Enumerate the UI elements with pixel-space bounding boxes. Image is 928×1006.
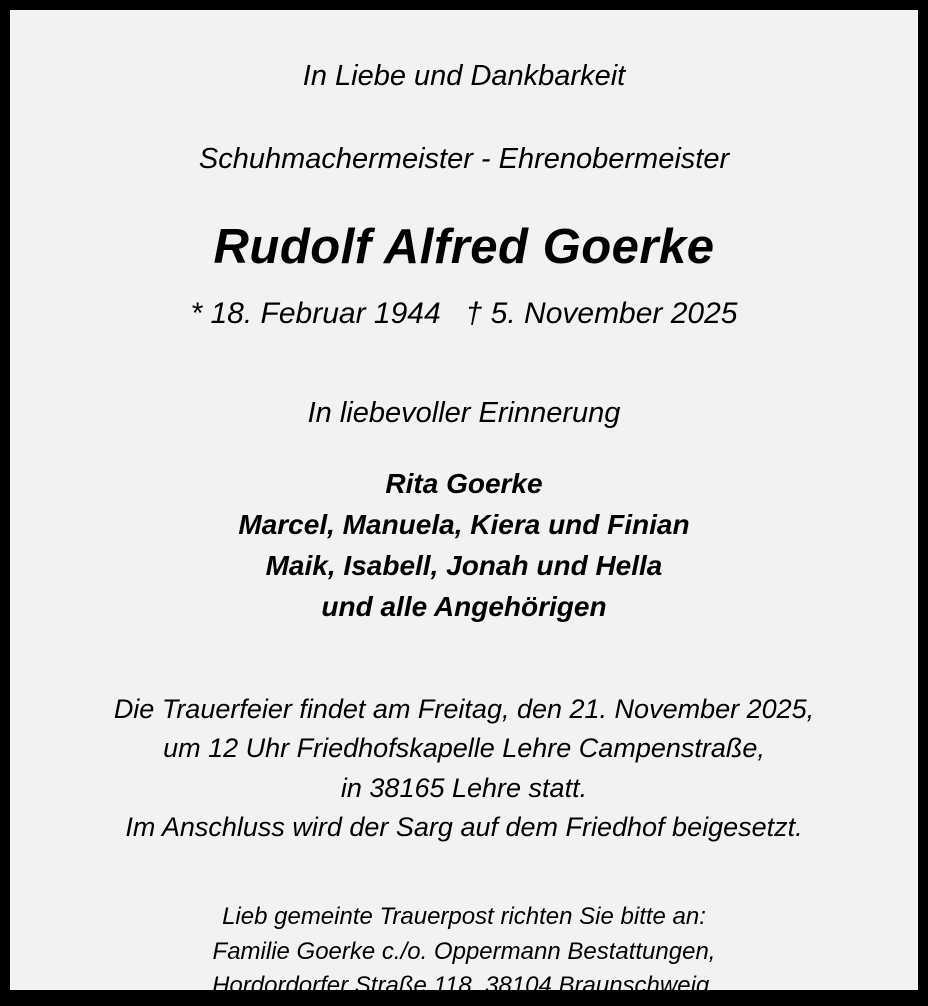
family-line: Maik, Isabell, Jonah und Hella	[265, 550, 663, 582]
condolence-address	[212, 902, 716, 1006]
family-list	[238, 466, 689, 629]
ceremony-line: um 12 Uhr Friedhofskapelle Lehre Campenstraße,	[163, 733, 765, 764]
ceremony-line: Im Anschluss wird der Sarg auf dem Friedhof beigesetzt.	[125, 812, 803, 843]
ceremony-line: in 38165 Lehre statt.	[340, 772, 588, 803]
address-line: Hordordorfer Straße 118, 38104 Braunschweig.	[212, 972, 716, 1000]
family-line: Rita Goerke	[385, 468, 543, 500]
memory-text: In liebevoller Erinnerung	[307, 397, 621, 430]
family-line: und alle Angehörigen	[321, 590, 607, 622]
profession-text: Schuhmachermeister - Ehrenobermeister	[198, 143, 730, 176]
birth-death-dates: * 18. Februar 1944 † 5. November 2025	[190, 296, 738, 330]
obituary-card	[10, 10, 918, 1000]
ceremony-details	[114, 692, 814, 850]
family-line: Marcel, Manuela, Kiera und Finian	[238, 509, 690, 541]
address-line: Familie Goerke c./o. Oppermann Bestattungen,	[212, 937, 716, 965]
intro-text: In Liebe und Dankbarkeit	[302, 60, 626, 92]
deceased-name: Rudolf Alfred Goerke	[213, 220, 715, 275]
ceremony-line: Die Trauerfeier findet am Freitag, den 21. November 2025,	[113, 693, 815, 724]
address-line: Lieb gemeinte Trauerpost richten Sie bitte an:	[222, 902, 706, 930]
